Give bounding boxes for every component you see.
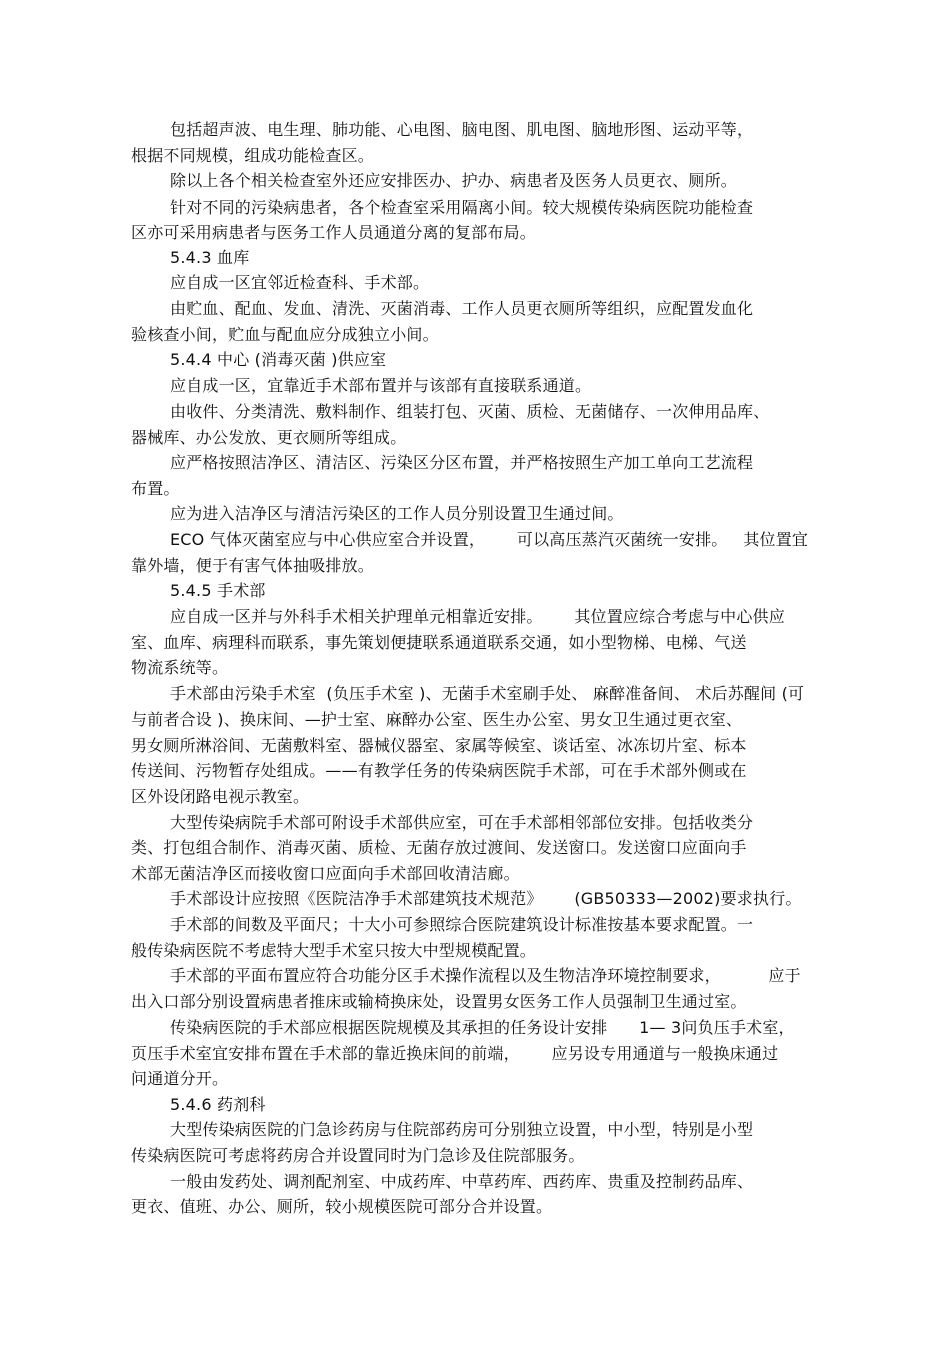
- text-line: 布置。: [131, 479, 180, 498]
- text-line: 术部无菌洁净区而接收窗口应面向手术部回收清洁廊。: [131, 864, 520, 883]
- text-line: 区亦可采用病患者与医务工作人员通道分离的复部布局。: [131, 223, 537, 242]
- text-line: 除以上各个相关检查室外还应安排医办、护办、病患者及医务人员更衣、厕所。: [170, 171, 738, 190]
- text-line: 应为进入洁净区与清洁污染区的工作人员分别设置卫生通过间。: [170, 504, 624, 523]
- text-line: ECO 气体灭菌室应与中心供应室合并设置， 可以高压蒸汽灭菌统一安排。 其位置宜: [170, 530, 809, 549]
- text-line: 手术部由污染手术室 (负压手术室 )、无菌手术室刷手处、 麻醉准备间、 术后苏醒间 (可: [170, 684, 805, 703]
- section-heading: 5.4.5 手术部: [170, 581, 266, 600]
- text-line: 类、打包组合制作、消毒灭菌、质检、无菌存放过渡间、发送窗口。发送窗口应面向手: [131, 838, 747, 857]
- text-line: 手术部设计应按照《医院洁净手术部建筑技术规范》 (GB50333—2002)要求执行。: [170, 889, 802, 908]
- text-line: 一般由发药处、调剂配剂室、中成药库、中草药库、西药库、贵重及控制药品库、: [170, 1172, 754, 1191]
- text-line: 传染病医院的手术部应根据医院规模及其承担的任务设计安排 1— 3问负压手术室，: [170, 1018, 795, 1037]
- text-line: 传送间、污物暂存处组成。——有教学任务的传染病医院手术部，可在手术部外侧或在: [131, 761, 747, 780]
- text-line: 室、血库、病理科而联系，事先策划便捷联系通道联系交通，如小型物梯、电梯、气送: [131, 633, 747, 652]
- section-heading: 5.4.3 血库: [170, 248, 250, 267]
- text-line: 般传染病医院不考虑特大型手术室只按大中型规模配置。: [131, 941, 537, 960]
- section-heading: 5.4.4 中心 (消毒灭菌 )供应室: [170, 350, 387, 369]
- text-line: 大型传染病院手术部可附设手术部供应室，可在手术部相邻部位安排。包括收类分: [170, 813, 754, 832]
- text-line: 大型传染病医院的门急诊药房与住院部药房可分别独立设置，中小型，特别是小型: [170, 1120, 754, 1139]
- text-line: 包括超声波、电生理、肺功能、心电图、脑电图、肌电图、脑地形图、运动平等，: [170, 120, 754, 139]
- text-line: 应自成一区并与外科手术相关护理单元相靠近安排。 其位置应综合考虑与中心供应: [170, 607, 785, 626]
- text-line: 手术部的平面布置应符合功能分区手术操作流程以及生物洁净环境控制要求， 应于: [170, 966, 801, 985]
- text-line: 应严格按照洁净区、清洁区、污染区分区布置，并严格按照生产加工单向工艺流程: [170, 453, 754, 472]
- text-line: 物流系统等。: [131, 658, 229, 677]
- text-line: 问通道分开。: [131, 1069, 229, 1088]
- text-line: 区外设闭路电视示教室。: [131, 787, 310, 806]
- text-line: 与前者合设 )、换床间、—护士室、麻醉办公室、医生办公室、男女卫生通过更衣室、: [131, 710, 743, 729]
- text-line: 由收件、分类清洗、敷料制作、组装打包、灭菌、质检、无菌储存、一次伸用品库、: [170, 402, 770, 421]
- text-line: 应自成一区，宜靠近手术部布置并与该部有直接联系通道。: [170, 376, 592, 395]
- text-line: 由贮血、配血、发血、清洗、灭菌消毒、工作人员更衣厕所等组织，应配置发血化: [170, 299, 754, 318]
- text-line: 根据不同规模，组成功能检查区。: [131, 146, 375, 165]
- text-line: 出入口部分别设置病患者推床或输椅换床处，设置男女医务工作人员强制卫生通过室。: [131, 992, 747, 1011]
- text-line: 传染病医院可考虑将药房合并设置同时为门急诊及住院部服务。: [131, 1146, 585, 1165]
- text-line: 器械库、办公发放、更衣厕所等组成。: [131, 428, 407, 447]
- text-line: 男女厕所淋浴间、无菌敷料室、器械仪器室、家属等候室、谈话室、冰冻切片室、标本: [131, 736, 747, 755]
- text-line: 更衣、值班、办公、厕所，较小规模医院可部分合并设置。: [131, 1197, 553, 1216]
- text-line: 针对不同的污染病患者，各个检查室采用隔离小间。较大规模传染病医院功能检查: [170, 198, 754, 217]
- text-line: 靠外墙，便于有害气体抽吸排放。: [131, 556, 375, 575]
- text-line: 页压手术室宜安排布置在手术部的靠近换床间的前端， 应另设专用通道与一般换床通过: [131, 1044, 779, 1063]
- section-heading: 5.4.6 药剂科: [170, 1095, 266, 1114]
- text-line: 验核查小间，贮血与配血应分成独立小间。: [131, 325, 439, 344]
- text-line: 应自成一区宜邻近检查科、手术部。: [170, 273, 430, 292]
- text-line: 手术部的间数及平面尺；十大小可参照综合医院建筑设计标准按基本要求配置。一: [170, 915, 754, 934]
